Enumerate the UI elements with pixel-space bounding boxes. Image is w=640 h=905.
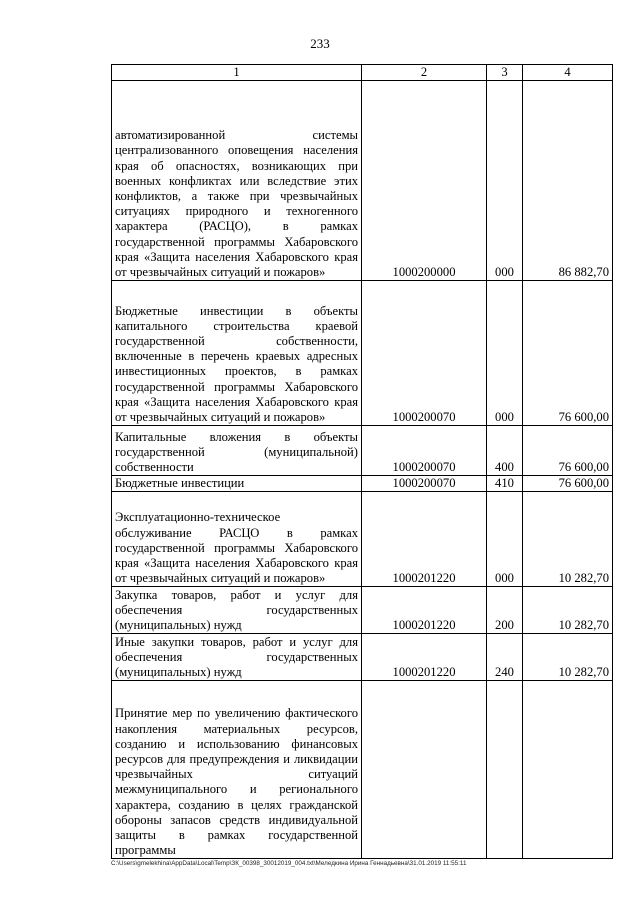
row-code: 1000200070 [362,476,487,492]
row-amount: 10 282,70 [523,587,613,634]
table-row [112,492,613,587]
row-name: Принятие мер по увеличению фактического накопления материальных ресурсов, созданию и использованию финансовых ресурсов для предупреждения и ликвидации чрезвычайных ситуаций межмуниципального и регионального характера, созданию в целях гражданской обороны запасов средств индивидуальной защиты в рамках государственной программы [112,681,362,859]
column-header-amount: 4 [523,65,613,81]
table-row [112,681,613,859]
table-row [112,281,613,426]
row-type: 400 [487,426,523,476]
row-type: 200 [487,587,523,634]
row-type: 240 [487,634,523,681]
column-header-type: 3 [487,65,523,81]
row-type: 000 [487,281,523,426]
row-type [487,681,523,859]
table-row [112,476,613,492]
row-type: 410 [487,476,523,492]
row-name: Бюджетные инвестиции [112,476,362,492]
row-name: Иные закупки товаров, работ и услуг для обеспечения государственных (муниципальных) нужд [112,634,362,681]
file-path-footer: C:\Users\gmelekhina\AppData\Local\Temp\ЗК_00398_30012019_004.txt\Меледкина Ирина Геннадьевна\31.01.2019 11:55:11 [111,860,467,867]
row-code: 1000201220 [362,492,487,587]
row-code: 1000200000 [362,81,487,281]
row-code: 1000200070 [362,426,487,476]
table-row [112,81,613,281]
table-row [112,426,613,476]
row-amount: 76 600,00 [523,281,613,426]
budget-table [111,64,613,859]
page-number: 233 [310,36,330,51]
table-row [112,634,613,681]
row-amount: 86 882,70 [523,81,613,281]
row-amount: 10 282,70 [523,634,613,681]
column-header-code: 2 [362,65,487,81]
row-code [362,681,487,859]
row-code: 1000201220 [362,634,487,681]
row-amount [523,681,613,859]
row-code: 1000200070 [362,281,487,426]
row-amount: 76 600,00 [523,476,613,492]
row-code: 1000201220 [362,587,487,634]
row-name: Закупка товаров, работ и услуг для обеспечения государственных (муниципальных) нужд [112,587,362,634]
row-name: Бюджетные инвестиции в объекты капитального строительства краевой государственной собственности, включенные в перечень краевых адресных инвестиционных проектов, в рамках государственной программы Хабаровского края «Защита населения Хабаровского края от чрезвычайных ситуаций и пожаров» [112,281,362,426]
row-name: Эксплуатационно-техническое обслуживание РАСЦО в рамках государственной программы Хабаровского края «Защита населения Хабаровского края от чрезвычайных ситуаций и пожаров» [112,492,362,587]
row-type: 000 [487,81,523,281]
row-type: 000 [487,492,523,587]
row-amount: 76 600,00 [523,426,613,476]
table-row [112,587,613,634]
column-header-name: 1 [112,65,362,81]
row-name: автоматизированной системы централизованного оповещения населения края об опасностях, возникающих при военных конфликтах или вследствие этих конфликтов, а также при чрезвычайных ситуациях природного и техногенного характера (РАСЦО), в рамках государственной программы Хабаровского края «Защита населения Хабаровского края от чрезвычайных ситуаций и пожаров» [112,81,362,281]
row-name: Капитальные вложения в объекты государственной (муниципальной) собственности [112,426,362,476]
row-amount: 10 282,70 [523,492,613,587]
header-row [112,65,613,81]
